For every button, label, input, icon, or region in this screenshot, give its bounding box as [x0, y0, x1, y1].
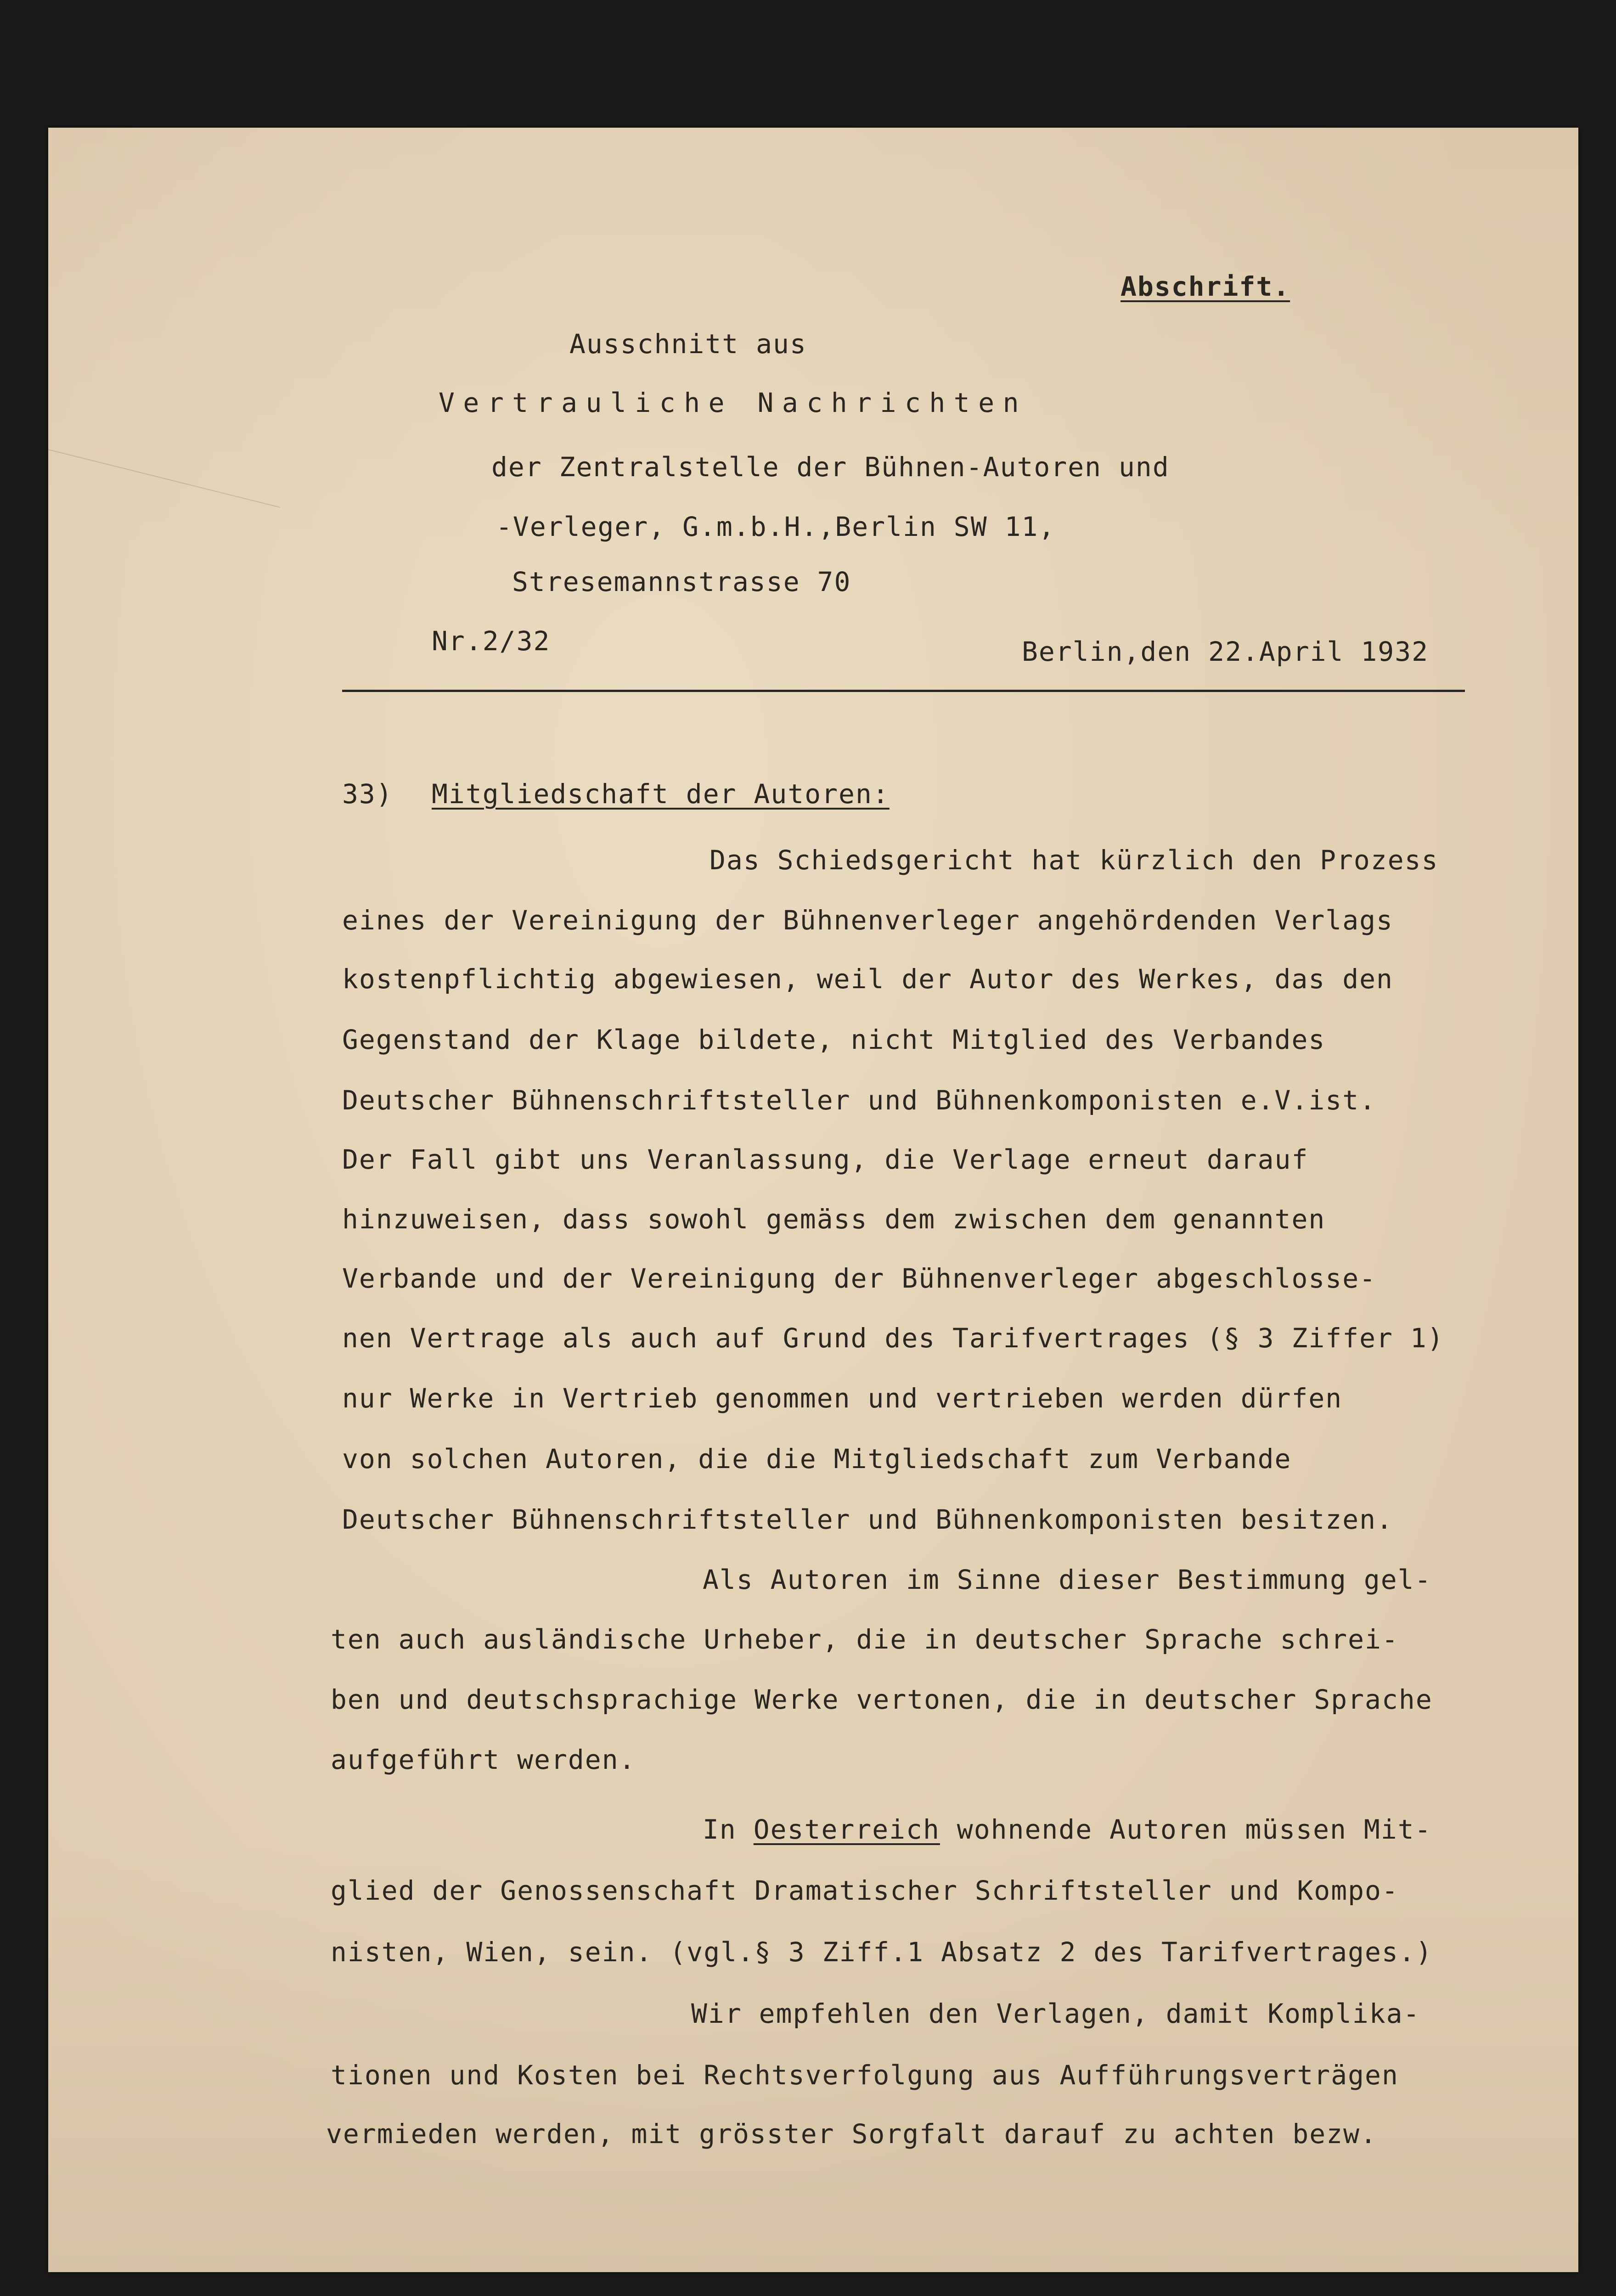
body-line: nisten, Wien, sein. (vgl.§ 3 Ziff.1 Absatz 2 des Tarifvertrages.): [331, 1936, 1433, 1968]
header-divider: [342, 690, 1465, 692]
body-line: nur Werke in Vertrieb genommen und vertrieben werden dürfen: [342, 1383, 1343, 1414]
section-number: 33): [342, 778, 393, 810]
body-line: eines der Vereinigung der Bühnenverleger angehördenden Verlags: [342, 905, 1393, 936]
body-line: tionen und Kosten bei Rechtsverfolgung aus Aufführungsverträgen: [331, 2060, 1399, 2091]
body-line: nen Vertrage als auch auf Grund des Tarifvertrages (§ 3 Ziffer 1): [342, 1322, 1444, 1354]
body-line: Gegenstand der Klage bildete, nicht Mitglied des Verbandes: [342, 1024, 1326, 1055]
body-line: Deutscher Bühnenschriftsteller und Bühnenkomponisten besitzen.: [342, 1504, 1393, 1535]
body-line: kostenpflichtig abgewiesen, weil der Autor des Werkes, das den: [342, 963, 1393, 995]
body-line: aufgeführt werden.: [331, 1744, 636, 1775]
body-line: vermieden werden, mit grösster Sorgfalt darauf zu achten bezw.: [326, 2118, 1377, 2150]
issue-date: Berlin,den 22.April 1932: [1022, 636, 1429, 667]
header-line-3: der Zentralstelle der Bühnen-Autoren und: [491, 451, 1170, 483]
country-name: Oesterreich: [753, 1814, 940, 1845]
body-line: Deutscher Bühnenschriftsteller und Bühnenkomponisten e.V.ist.: [342, 1085, 1377, 1116]
body-line: Wir empfehlen den Verlagen, damit Komplika-: [691, 1998, 1420, 2029]
body-text: In: [703, 1814, 737, 1845]
body-line-oesterreich: [703, 1816, 1432, 1843]
body-line: ben und deutschsprachige Werke vertonen, die in deutscher Sprache: [331, 1684, 1433, 1715]
body-line: Verbande und der Vereinigung der Bühnenverleger abgeschlosse-: [342, 1263, 1377, 1294]
copy-mark: Abschrift.: [1121, 271, 1290, 302]
newsletter-title: Vertrauliche Nachrichten: [439, 387, 1028, 418]
body-line: von solchen Autoren, die die Mitgliedschaft zum Verbande: [342, 1443, 1292, 1474]
issue-number: Nr.2/32: [432, 625, 551, 657]
header-line-1: Ausschnitt aus: [569, 328, 807, 360]
paper-crease: [48, 449, 280, 508]
body-line: Als Autoren im Sinne dieser Bestimmung gel-: [703, 1564, 1432, 1595]
section-title: Mitgliedschaft der Autoren:: [432, 778, 890, 810]
body-line: ten auch ausländische Urheber, die in deutscher Sprache schrei-: [331, 1624, 1399, 1655]
header-line-4: -Verleger, G.m.b.H.,Berlin SW 11,: [496, 511, 1056, 542]
body-line: Der Fall gibt uns Veranlassung, die Verlage erneut darauf: [342, 1144, 1309, 1175]
body-line: hinzuweisen, dass sowohl gemäss dem zwischen dem genannten: [342, 1204, 1326, 1235]
body-line: glied der Genossenschaft Dramatischer Schriftsteller und Kompo-: [331, 1875, 1399, 1906]
body-line: Das Schiedsgericht hat kürzlich den Prozess: [709, 844, 1439, 876]
body-text: wohnende Autoren müssen Mit-: [957, 1814, 1432, 1845]
header-address: Stresemannstrasse 70: [512, 566, 851, 597]
